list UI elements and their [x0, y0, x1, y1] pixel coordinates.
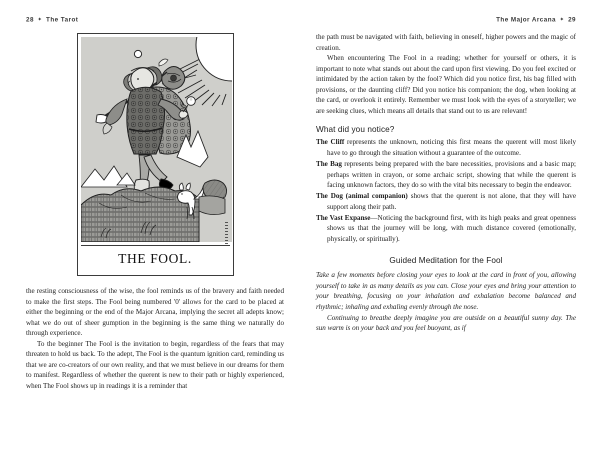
right-page: [300, 0, 600, 450]
card-caption: THE FOOL.: [81, 245, 230, 272]
notice-item-cliff: [316, 137, 576, 158]
notice-list: [316, 137, 576, 244]
notice-text-bag: represents being prepared with the bare necessities, provisions and a basic map; perhaps written in crayon, or some archaic script, showing that while the querent is facing unknown factors, they do so with the vital bits necessary to begin the endeavor.: [327, 159, 576, 190]
left-paragraph-1: the resting consciousness of the wise, the fool reminds us of the bravery and faith needed to make the first steps. The Fool being numbered '0' allows for the card to be placed at either the beginning or the end of the Major Arcana, implying the secret all adepts know; what we do out of sheer gumption in the beginning is the same thing we naturally do through experience.: [26, 287, 284, 338]
notice-text-vast-expanse: —Noticing the background first, with its high peaks and great openness shows us that the journey will be long, with much distance covered (emotionally, physically, or spiritually).: [327, 213, 576, 243]
tarot-card-figure: [77, 33, 234, 276]
right-column-text: [316, 32, 576, 116]
left-column-text: [26, 286, 284, 391]
running-head-left: [26, 14, 284, 26]
running-title-right: The Major Arcana: [496, 16, 556, 24]
notice-item-vast-expanse: [316, 213, 576, 245]
running-head-right: [316, 14, 576, 26]
what-did-you-notice-heading: What did you notice?: [316, 125, 395, 135]
left-paragraph-2: To the beginner The Fool is the invitation to begin, regardless of the fears that may threaten to hold us back. To the adept, The Fool is the quantum ignition card, reminding us that we are co-creators of our own reality, and that we must believe in our dreams for them to manifest. Regardless of whether the querent is new to their path or highly experienced, when The Fool shows up in readings it is a reminder that: [26, 339, 284, 390]
tarot-card-frame: [77, 33, 234, 276]
right-paragraph-2: When encountering The Fool in a reading; whether for yourself or others, it is important to note what stands out about the card upon first viewing. Do you feel excited or intimidated by the action taken by the fool? Which did you notice first, his bag filled with provisions, or the daunting cliff? Did you notice his companion; the dog, when looking at the card, or overlook it entirely. Remember we must look with the eyes of a storyteller; we are seeking clues, which means all details that stand out to us are relevant!: [316, 54, 576, 115]
running-title-left: The Tarot: [46, 16, 79, 24]
folio-right: 29: [568, 16, 576, 24]
the-fool-artwork-svg: [81, 37, 232, 242]
notice-term-dog: The Dog (animal companion): [316, 192, 408, 201]
notice-term-cliff: The Cliff: [316, 138, 345, 147]
notice-term-vast-expanse: The Vast Expanse: [316, 213, 371, 222]
card-edge-decoration: [225, 222, 228, 244]
folio-left: 28: [26, 16, 34, 24]
the-fool-illustration: [81, 37, 232, 242]
guided-meditation-text: [316, 270, 576, 333]
guided-meditation-heading: Guided Meditation for the Fool: [389, 256, 503, 266]
notice-item-dog: [316, 191, 576, 212]
notice-term-bag: The Bag: [316, 159, 342, 168]
right-paragraph-1: the path must be navigated with faith, believing in oneself, higher powers and the magic of creation.: [316, 33, 576, 52]
notice-item-bag: [316, 159, 576, 191]
meditation-paragraph-2: Continuing to breathe deeply imagine you are outside on a beautiful sunny day. The sun warm is on your back and you feel buoyant, as if: [316, 313, 576, 333]
ornament-icon-right: ✦: [559, 17, 565, 23]
meditation-paragraph-1: Take a few moments before closing your eyes to look at the card in front of you, allowing yourself to take in as many details as you can. Close your eyes and bring your attention to your breathing, focusing on your inhalation and exhalation become balanced and rhythmic; inhaling and exhaling evenly through the nose.: [316, 271, 576, 311]
circle-emblem-icon: [134, 50, 141, 57]
notice-text-cliff: represents the unknown, noticing this first means the querent will most likely have to go through the situation without a guarantee of the outcome.: [327, 138, 576, 157]
notice-text-dog: shows that the querent is not alone, that they will have support along their path.: [327, 192, 577, 211]
ornament-icon-left: ✦: [37, 17, 43, 23]
